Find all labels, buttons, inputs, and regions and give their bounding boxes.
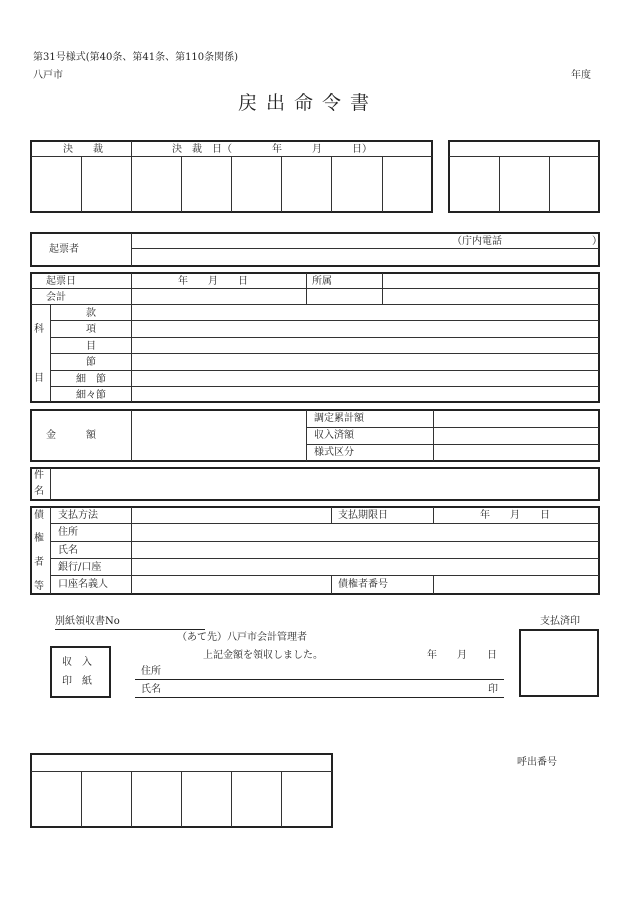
subject-label-1: 件 bbox=[34, 470, 44, 481]
item-moku: 目 bbox=[86, 341, 96, 352]
subject-table bbox=[30, 467, 600, 501]
revenue-stamp-box bbox=[50, 646, 111, 698]
form-category-label: 様式区分 bbox=[314, 447, 354, 458]
account-holder-label: 口座名義人 bbox=[58, 579, 108, 590]
item-saisetsu: 細 節 bbox=[76, 374, 106, 385]
account-label: 会計 bbox=[46, 292, 66, 303]
paid-stamp-box bbox=[519, 629, 599, 697]
amount-label: 金 額 bbox=[46, 430, 96, 441]
receipt-date: 年 月 日 bbox=[427, 650, 497, 661]
draft-date-value: 年 月 日 bbox=[178, 276, 248, 287]
kessai-label: 決 裁 bbox=[63, 144, 103, 155]
creditor-name-label: 氏名 bbox=[58, 545, 78, 556]
revenue-stamp-label-1: 収 入 bbox=[62, 657, 92, 668]
department-label: 所属 bbox=[312, 276, 332, 287]
subject-label-2: 名 bbox=[34, 486, 44, 497]
receiver-name-label: 氏名 bbox=[141, 684, 161, 695]
receiver-address-label: 住所 bbox=[141, 666, 161, 677]
creditor-side-3: 者 bbox=[34, 557, 44, 568]
paid-stamp-label: 支払済印 bbox=[540, 616, 580, 627]
creditor-address-label: 住所 bbox=[58, 527, 78, 538]
receipt-statement: 上記金額を領収しました。 bbox=[203, 650, 323, 661]
kessai-date-label: 決 裁 日（ 年 月 日） bbox=[172, 144, 372, 155]
payment-method-label: 支払方法 bbox=[58, 510, 98, 521]
due-date-value: 年 月 日 bbox=[480, 510, 550, 521]
item-kou: 項 bbox=[86, 324, 96, 335]
form-number: 第31号様式(第40条、第41条、第110条関係) bbox=[33, 52, 239, 63]
call-number-label: 呼出番号 bbox=[517, 757, 557, 768]
draft-date-label: 起票日 bbox=[46, 276, 76, 287]
drafter-label: 起票者 bbox=[49, 244, 79, 255]
item-kan: 款 bbox=[86, 308, 96, 319]
separate-receipt-label: 別紙領収書No bbox=[55, 616, 120, 627]
item-saisaisetsu: 細々節 bbox=[76, 390, 106, 401]
received-label: 収入済額 bbox=[314, 430, 354, 441]
phone-label: （庁内電話 ） bbox=[452, 236, 602, 247]
creditor-side-1: 債 bbox=[34, 510, 44, 521]
adjusted-total-label: 調定累計額 bbox=[314, 413, 364, 424]
item-setsu: 節 bbox=[86, 357, 96, 368]
addressee-label: （あて先）八戸市会計管理者 bbox=[177, 632, 307, 643]
kamoku-label-2: 目 bbox=[34, 373, 44, 384]
bank-account-label: 銀行/口座 bbox=[58, 562, 102, 573]
due-date-label: 支払期限日 bbox=[338, 510, 388, 521]
kamoku-label-1: 科 bbox=[34, 324, 44, 335]
revenue-stamp-label-2: 印 紙 bbox=[62, 676, 92, 687]
fiscal-year-label: 年度 bbox=[571, 70, 591, 81]
seal-label: 印 bbox=[488, 684, 498, 695]
approval-side-table bbox=[448, 140, 600, 213]
creditor-side-4: 等 bbox=[34, 581, 44, 592]
creditor-side-2: 権 bbox=[34, 533, 44, 544]
city-name: 八戸市 bbox=[33, 70, 63, 81]
creditor-number-label: 債権者番号 bbox=[338, 579, 388, 590]
page-title: 戻出命令書 bbox=[238, 92, 379, 114]
